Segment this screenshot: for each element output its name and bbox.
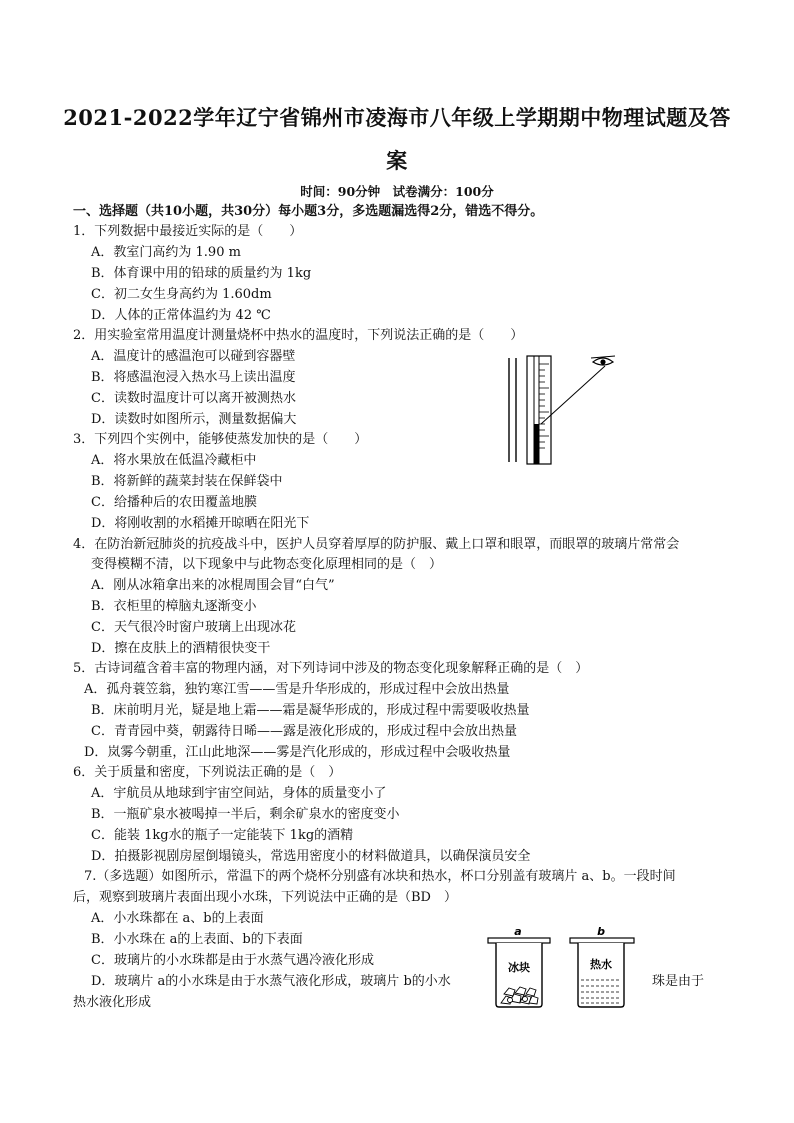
q3-stem: 3．下列四个实例中，能够使蒸发加快的是（ ） — [73, 432, 368, 447]
q3-option-b: B．将新鲜的蔬菜封装在保鲜袋中 — [91, 474, 283, 489]
section-heading: 一、选择题（共10小题，共30分）每小题3分，多选题漏选得2分，错选不得分。 — [73, 204, 544, 219]
q1-stem: 1．下列数据中最接近实际的是（ ） — [73, 224, 303, 239]
q7-option-b: B．小水珠在 a的上表面、b的下表面 — [91, 932, 303, 947]
exam-meta: 时间：90分钟 试卷满分：100分 — [300, 184, 494, 199]
q2-option-c: C．读数时温度计可以离开被测热水 — [91, 391, 296, 406]
q7-option-a: A．小水珠都在 a、b的上表面 — [91, 911, 264, 926]
page-title-line-1: 2021-2022学年辽宁省锦州市凌海市八年级上学期期中物理试题及答 — [63, 105, 731, 130]
beaker-label-a: a — [514, 925, 522, 938]
q6-option-c: C．能装 1kg水的瓶子一定能装下 1kg的酒精 — [91, 828, 354, 843]
q6-option-d: D．拍摄影视剧房屋倒塌镜头，常选用密度小的材料做道具，以确保演员安全 — [91, 849, 531, 864]
q6-option-a: A．宇航员从地球到宇宙空间站，身体的质量变小了 — [91, 786, 387, 801]
thermometer-figure — [505, 352, 625, 470]
q2-option-d: D．读数时如图所示，测量数据偏大 — [91, 412, 297, 427]
q4-option-b: B．衣柜里的樟脑丸逐渐变小 — [91, 599, 257, 614]
q7-stem-line-2: 后，观察到玻璃片表面出现小水珠，下列说法中正确的是（BD ） — [73, 890, 457, 905]
q7-option-d-line-1: D．玻璃片 a的小水珠是由于水蒸气液化形成，玻璃片 b的小水 — [91, 974, 451, 989]
q1-option-d: D．人体的正常体温约为 42 ℃ — [91, 308, 271, 323]
hot-water-label: 热水 — [590, 958, 612, 971]
q2-option-b: B．将感温泡浸入热水马上读出温度 — [91, 370, 296, 385]
q2-stem: 2．用实验室常用温度计测量烧杯中热水的温度时，下列说法正确的是（ ） — [73, 328, 524, 343]
q5-option-b: B．床前明月光，疑是地上霜——霜是凝华形成的，形成过程中需要吸收热量 — [91, 703, 530, 718]
q5-option-d: D．岚雾今朝重，江山此地深——雾是汽化形成的，形成过程中会吸收热量 — [84, 745, 511, 760]
q7-option-d-line-2: 珠是由于 — [652, 974, 705, 989]
page-title-line-2: 案 — [386, 148, 408, 173]
q5-option-c: C．青青园中葵，朝露待日晞——露是液化形成的，形成过程中会放出热量 — [91, 724, 517, 739]
q6-option-b: B．一瓶矿泉水被喝掉一半后，剩余矿泉水的密度变小 — [91, 807, 400, 822]
q3-option-a: A．将水果放在低温冷藏柜中 — [91, 453, 257, 468]
q7-option-d-line-3: 热水液化形成 — [73, 995, 152, 1010]
q1-option-c: C．初二女生身高约为 1.60dm — [91, 287, 272, 302]
beakers-figure — [480, 924, 644, 1010]
ice-label: 冰块 — [508, 961, 530, 974]
q2-option-a: A．温度计的感温泡可以碰到容器壁 — [91, 349, 296, 364]
q5-option-a: A．孤舟蓑笠翁，独钓寒江雪——雪是升华形成的，形成过程中会放出热量 — [84, 682, 510, 697]
q6-stem: 6．关于质量和密度，下列说法正确的是（ ） — [73, 765, 342, 780]
q1-option-b: B．体育课中用的铅球的质量约为 1kg — [91, 266, 312, 281]
q7-option-c: C．玻璃片的小水珠都是由于水蒸气遇冷液化形成 — [91, 953, 374, 968]
q3-option-c: C．给播种后的农田覆盖地膜 — [91, 495, 257, 510]
q7-stem-line-1: 7.（多选题）如图所示，常温下的两个烧杯分别盛有冰块和热水，杯口分别盖有玻璃片 a、b。一段时间 — [84, 869, 676, 884]
q4-option-a: A．刚从冰箱拿出来的冰棍周围会冒“白气” — [91, 578, 335, 593]
q4-stem-line-1: 4．在防治新冠肺炎的抗疫战斗中，医护人员穿着厚厚的防护服、戴上口罩和眼罩，而眼罩的玻璃片常常会 — [73, 537, 680, 552]
q5-stem: 5．古诗词蕴含着丰富的物理内涵，对下列诗词中涉及的物态变化现象解释正确的是（ ） — [73, 661, 589, 676]
q4-option-d: D．擦在皮肤上的酒精很快变干 — [91, 641, 271, 656]
beaker-label-b: b — [597, 925, 605, 938]
q3-option-d: D．将刚收割的水稻摊开晾晒在阳光下 — [91, 516, 310, 531]
q4-stem-line-2: 变得模糊不清，以下现象中与此物态变化原理相同的是（ ） — [91, 557, 443, 572]
q1-option-a: A．教室门高约为 1.90 m — [91, 245, 241, 260]
q4-option-c: C．天气很冷时窗户玻璃上出现冰花 — [91, 620, 296, 635]
